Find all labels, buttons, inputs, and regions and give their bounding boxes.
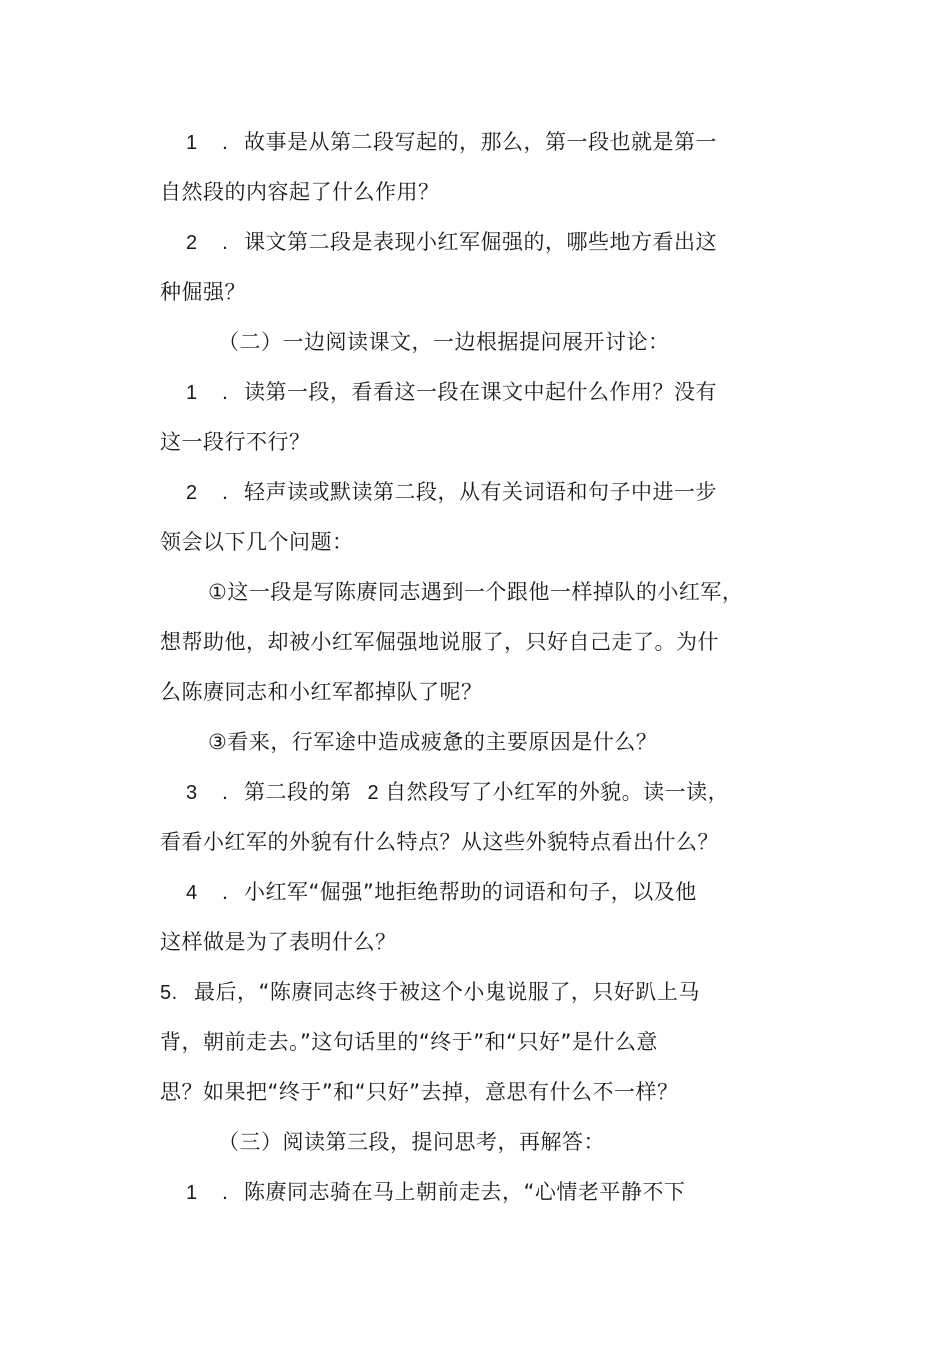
paragraph-line: [186, 778, 729, 807]
line-text: 故事是从第二段写起的，那么，第一段也就是第一: [244, 130, 717, 154]
line-text: 背，朝前走去。”这句话里的“终于”和“只好”是什么意: [160, 1030, 658, 1054]
paragraph-line: [160, 628, 719, 656]
item-dot: .: [222, 781, 229, 804]
paragraph-line: [160, 828, 719, 856]
line-text: ③看来，行军途中造成疲惫的主要原因是什么？: [208, 730, 658, 754]
line-text: 自然段的内容起了什么作用？: [160, 180, 440, 204]
item-dot: .: [222, 1181, 229, 1204]
line-text: ①这一段是写陈赓同志遇到一个跟他一样掉队的小红军，: [208, 580, 744, 604]
section-heading: [218, 328, 670, 356]
line-text: 最后，“陈赓同志终于被这个小鬼说服了，只好趴上马: [194, 980, 700, 1004]
item-number: 3: [186, 782, 198, 804]
item-dot: .: [222, 881, 229, 904]
line-text: 看看小红军的外貌有什么特点？从这些外貌特点看出什么？: [160, 830, 719, 854]
line-text: 第二段的第: [244, 780, 352, 804]
line-text: 陈赓同志骑在马上朝前走去，“心情老平静不下: [244, 1180, 686, 1204]
item-dot: .: [222, 131, 229, 154]
item-number: 1: [186, 132, 198, 154]
line-text: 小红军“倔强”地拒绝帮助的词语和句子，以及他: [244, 880, 697, 904]
line-text: 领会以下几个问题：: [160, 530, 354, 554]
paragraph-line: [160, 528, 354, 556]
line-text: 读第一段，看看这一段在课文中起什么作用？没有: [244, 380, 717, 404]
paragraph-line: [186, 128, 717, 157]
item-number: 5.: [160, 982, 178, 1004]
item-dot: .: [222, 231, 229, 254]
item-number: 4: [186, 882, 198, 904]
paragraph-line: [186, 878, 697, 907]
paragraph-line: [186, 378, 717, 407]
item-number: 1: [186, 1182, 198, 1204]
line-text: 么陈赓同志和小红军都掉队了呢？: [160, 680, 483, 704]
paragraph-line: [186, 228, 717, 257]
section-heading: [218, 1128, 605, 1156]
item-number: 2: [186, 482, 198, 504]
line-text: 思？如果把“终于”和“只好”去掉，意思有什么不一样？: [160, 1080, 679, 1104]
item-number: 2: [186, 232, 198, 254]
paragraph-line: [160, 978, 700, 1007]
paragraph-line: [186, 478, 717, 507]
line-text: 这样做是为了表明什么？: [160, 930, 397, 954]
line-text: 这一段行不行？: [160, 430, 311, 454]
item-number: 1: [186, 382, 198, 404]
paragraph-line: [160, 928, 397, 956]
paragraph-line: [160, 1078, 679, 1106]
paragraph-line: [160, 428, 311, 456]
paragraph-line: [160, 178, 440, 206]
paragraph-line: [160, 678, 483, 706]
line-text: 想帮助他，却被小红军倔强地说服了，只好自己走了。为什: [160, 630, 719, 654]
line-text: 课文第二段是表现小红军倔强的，哪些地方看出这: [244, 230, 717, 254]
line-text: （三）阅读第三段，提问思考，再解答：: [218, 1130, 605, 1154]
paragraph-line: [208, 578, 743, 606]
paragraph-line: [208, 728, 657, 756]
paragraph-line: [186, 1178, 685, 1207]
item-dot: .: [222, 481, 229, 504]
line-text: （二）一边阅读课文，一边根据提问展开讨论：: [218, 330, 670, 354]
line-text: 轻声读或默读第二段，从有关词语和句子中进一步: [244, 480, 717, 504]
item-dot: .: [222, 381, 229, 404]
inline-number: 2: [367, 782, 380, 804]
paragraph-line: [160, 1028, 658, 1056]
line-text: 种倔强？: [160, 280, 246, 304]
line-text: 自然段写了小红军的外貌。读一读，: [385, 780, 730, 804]
paragraph-line: [160, 278, 246, 306]
